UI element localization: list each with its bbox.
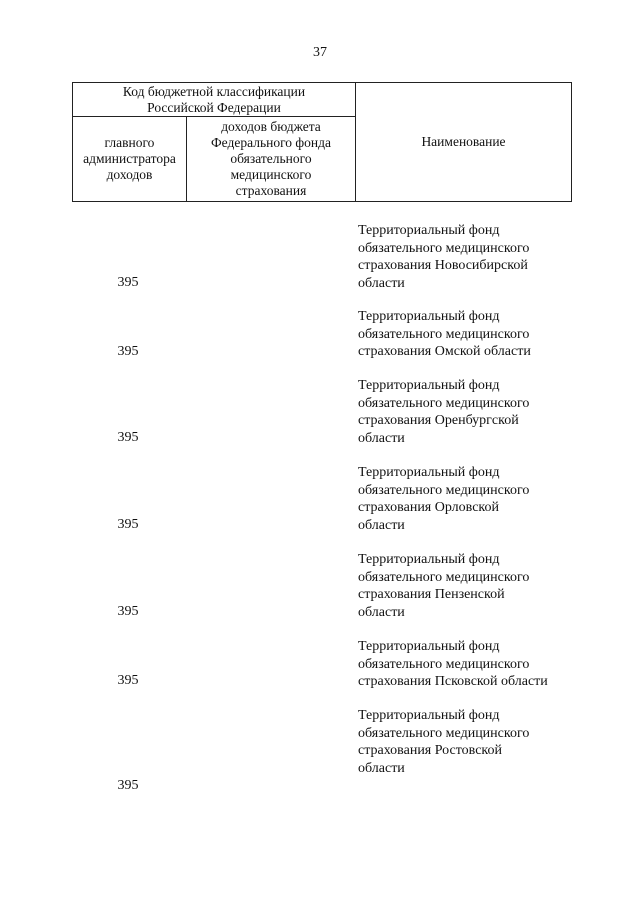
row-name: Территориальный фонд обязательного медицинского страхования Ростовской области: [358, 708, 530, 776]
row-admin-code: 395: [117, 275, 139, 290]
table-header: [72, 82, 572, 202]
row-name: Территориальный фонд обязательного медицинского страхования Омской области: [358, 309, 531, 359]
row-admin-code: 395: [117, 673, 139, 688]
row-admin-code: 395: [117, 604, 139, 619]
row-name: Территориальный фонд обязательного медицинского страхования Новосибирской области: [358, 223, 530, 291]
header-name-column: Наименование: [421, 134, 506, 149]
row-admin-code: 395: [117, 430, 139, 445]
header-income-column: доходов бюджета Федерального фонда обязательного медицинского страхования: [211, 119, 331, 198]
row-admin-code: 395: [117, 517, 139, 532]
row-name: Территориальный фонд обязательного медицинского страхования Орловской области: [358, 465, 530, 533]
page-number: 37: [313, 45, 327, 60]
row-admin-code: 395: [117, 778, 139, 793]
row-name: Территориальный фонд обязательного медицинского страхования Псковской области: [358, 639, 548, 689]
header-admin-column: главного администратора доходов: [83, 135, 176, 182]
row-name: Территориальный фонд обязательного медицинского страхования Оренбургской области: [358, 378, 530, 446]
row-admin-code: 395: [117, 344, 139, 359]
header-group-title: Код бюджетной классификации Российской Федерации: [122, 83, 306, 115]
row-name: Территориальный фонд обязательного медицинского страхования Пензенской области: [358, 552, 530, 620]
